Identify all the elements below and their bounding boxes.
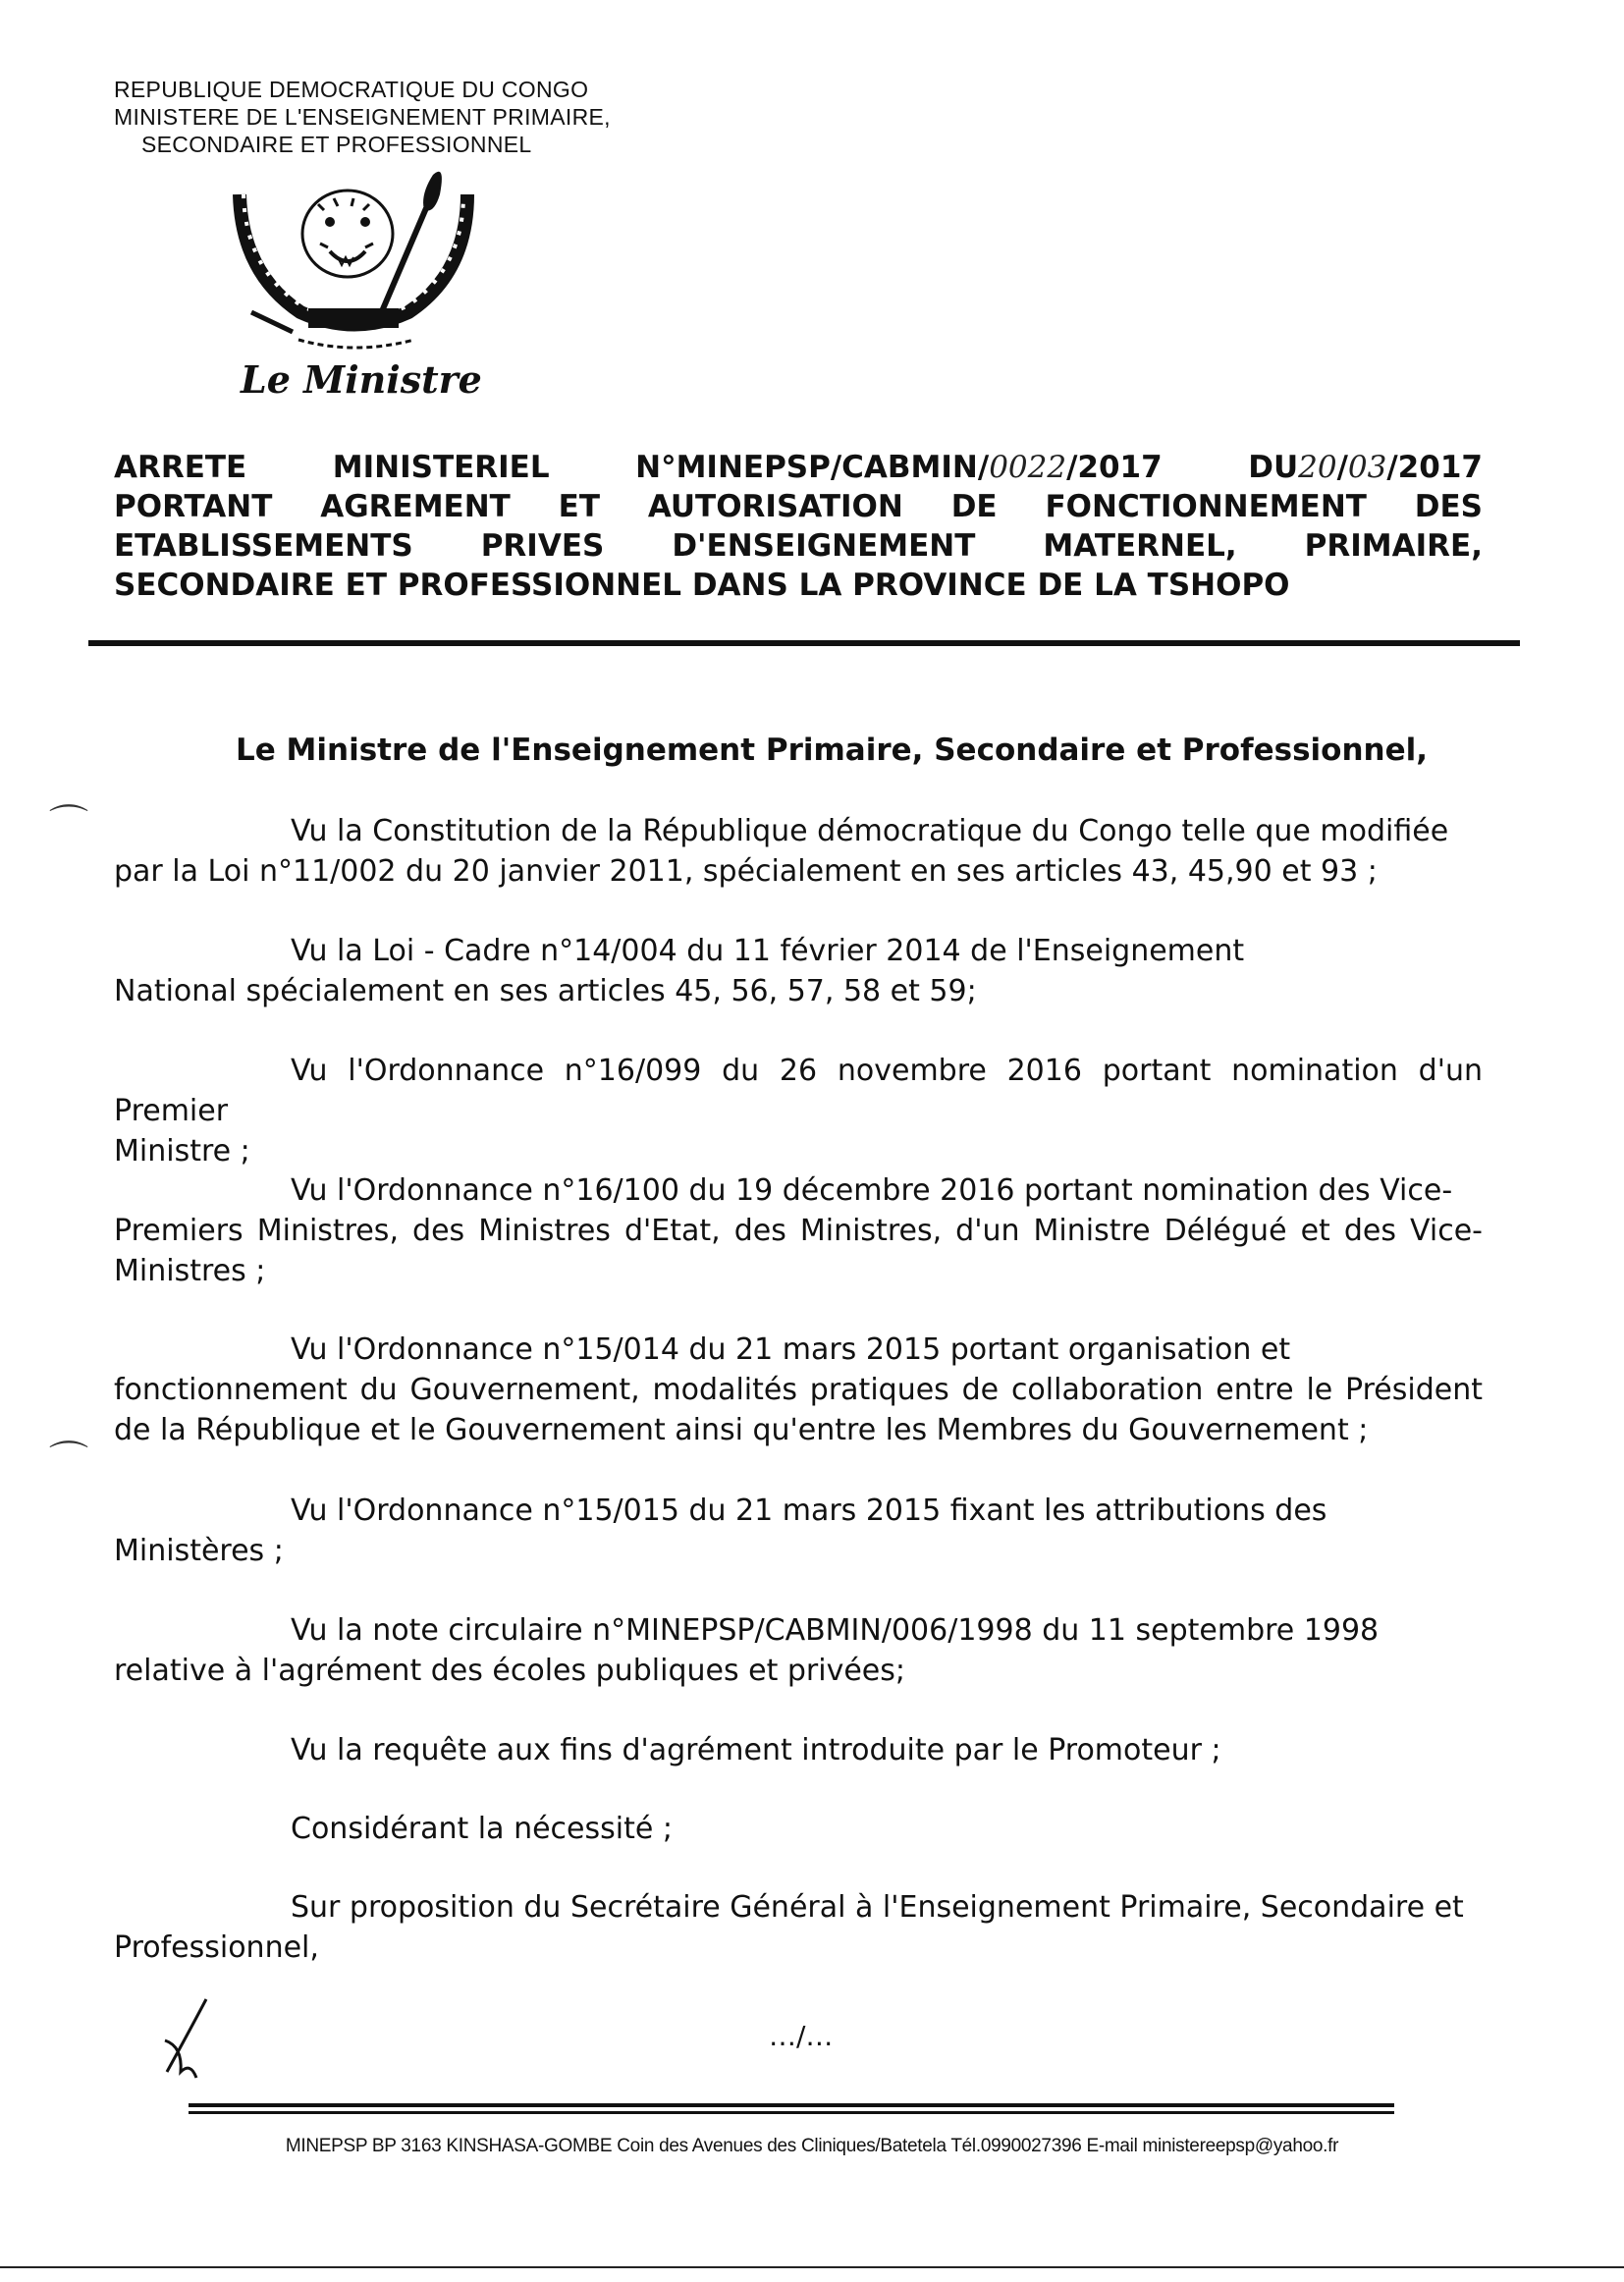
handwritten-month: 03 — [1347, 450, 1387, 485]
initials-signature — [147, 1993, 226, 2082]
title-divider — [88, 640, 1520, 646]
decree-title-line4: SECONDAIRE ET PROFESSIONNEL DANS LA PROVINCE DE LA TSHOPO — [114, 568, 1290, 603]
footer-divider-top — [189, 2103, 1394, 2107]
decree-title-line3: ETABLISSEMENTS PRIVES D'ENSEIGNEMENT MATERNEL, PRIMAIRE, — [114, 528, 1483, 564]
line-considerant: Considérant la nécessité ; — [291, 1812, 673, 1846]
handwritten-day: 20 — [1298, 450, 1337, 485]
margin-mark: ⌒ — [49, 802, 88, 847]
decree-title-line1: ARRETE MINISTERIEL N°MINEPSP/CABMIN/0022/2017 DU20/03/2017 — [114, 450, 1483, 485]
minister-heading: Le Ministre de l'Enseignement Primaire, Secondaire et Professionnel, — [235, 733, 1429, 768]
paragraph-note-circulaire: Vu la note circulaire n°MINEPSP/CABMIN/006/1998 du 11 septembre 1998 relative à l'agrément des écoles publiques et privées; — [114, 1613, 1380, 1688]
header-ministry-cont: SECONDAIRE ET PROFESSIONNEL — [141, 132, 532, 157]
coat-of-arms-emblem — [232, 165, 477, 352]
paragraph-loi-cadre: Vu la Loi - Cadre n°14/004 du 11 février 2014 de l'Enseignement National spécialement en ses articles 45, 56, 57, 58 et 59; — [114, 934, 1245, 1008]
paragraph-ordonnance-15-014: Vu l'Ordonnance n°15/014 du 21 mars 2015 portant organisation et fonctionnement du Gouvernement, modalités pratiques de collaboration entre le Président de la République et le Gouvernement ainsi qu'entre les Membres du Gouvernement ; — [114, 1332, 1483, 1447]
paragraph-constitution: Vu la Constitution de la République démocratique du Congo telle que modifiée par la Loi n°11/002 du 20 janvier 2011, spécialement en ses articles 43, 45,90 et 93 ; — [114, 814, 1449, 889]
header-country: REPUBLIQUE DEMOCRATIQUE DU CONGO — [114, 77, 589, 102]
decree-number: N°MINEPSP/CABMIN/0022/2017 — [635, 450, 1163, 485]
header-ministry: MINISTERE DE L'ENSEIGNEMENT PRIMAIRE, — [114, 104, 611, 130]
footer-address: MINEPSP BP 3163 KINSHASA-GOMBE Coin des Avenues des Cliniques/Batetela Tél.0990027396 E-mail ministereepsp@yahoo.fr — [285, 2136, 1339, 2156]
minister-title: Le Ministre — [241, 357, 482, 402]
paragraph-ordonnance-16-099: Vu l'Ordonnance n°16/099 du 26 novembre 2016 portant nomination d'un Premier Ministre ; — [114, 1054, 1483, 1168]
line-requete: Vu la requête aux fins d'agrément introduite par le Promoteur ; — [291, 1733, 1221, 1767]
footer-divider-bottom — [189, 2111, 1394, 2114]
handwritten-number: 0022 — [989, 450, 1067, 485]
paragraph-ordonnance-15-015: Vu l'Ordonnance n°15/015 du 21 mars 2015 fixant les attributions des Ministères ; — [114, 1494, 1327, 1568]
paragraph-proposition: Sur proposition du Secrétaire Général à l'Enseignement Primaire, Secondaire et Professionnel, — [114, 1890, 1464, 1965]
page-bottom-edge — [0, 2266, 1624, 2268]
margin-mark: ⌒ — [49, 1439, 88, 1484]
decree-title-line2: PORTANT AGREMENT ET AUTORISATION DE FONCTIONNEMENT DES — [114, 489, 1483, 524]
decree-date: DU20/03/2017 — [1248, 450, 1483, 485]
continued-marker: …/… — [769, 2020, 834, 2052]
paragraph-ordonnance-16-100: Vu l'Ordonnance n°16/100 du 19 décembre 2016 portant nomination des Vice- Premiers Ministres, des Ministres d'Etat, des Ministres, d'un Ministre Délégué et des Vice- Ministres ; — [114, 1173, 1483, 1288]
